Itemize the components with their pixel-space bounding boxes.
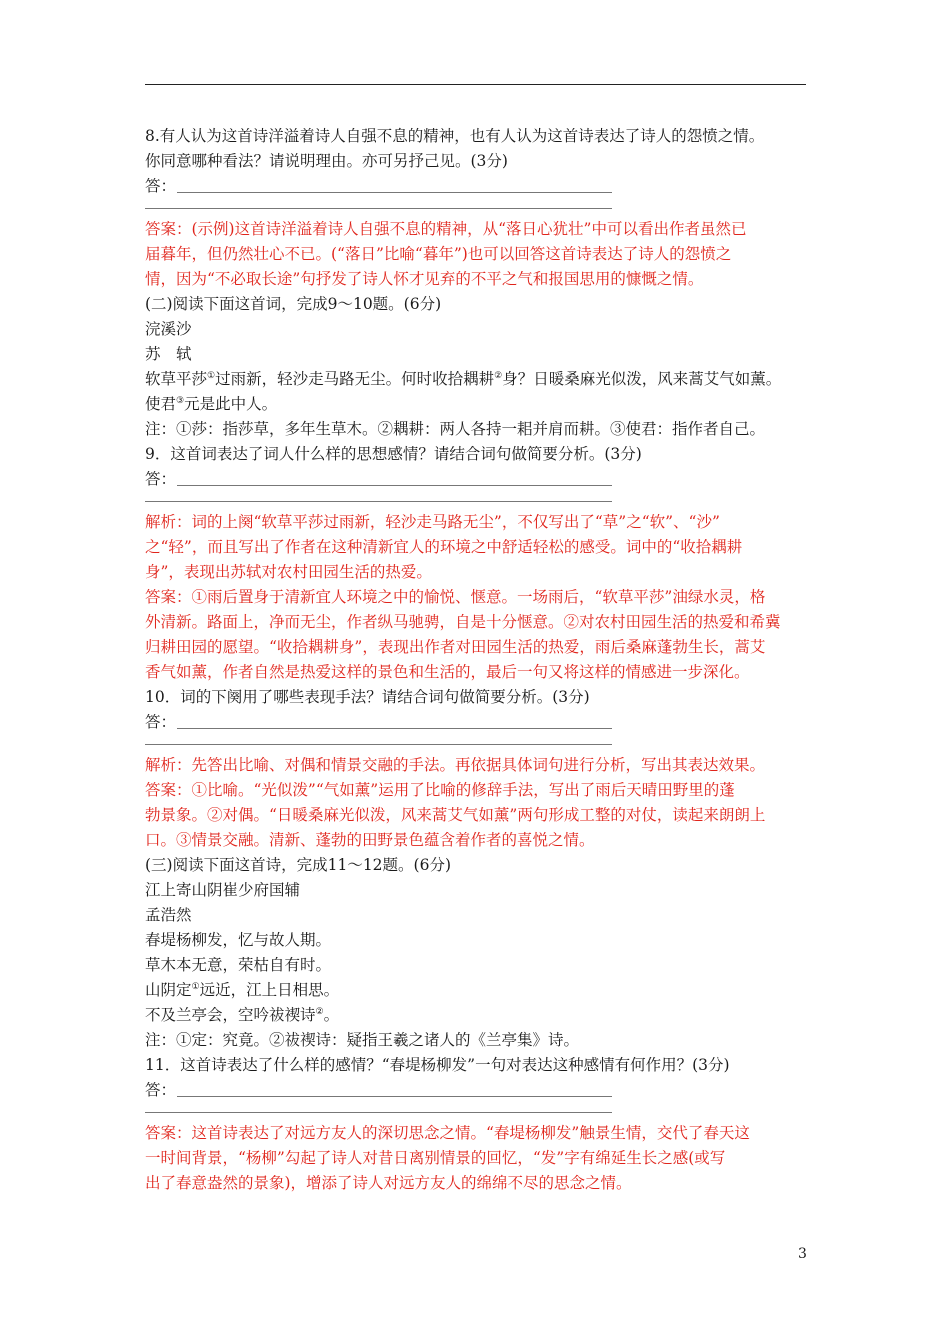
answer-label: 答： <box>145 470 177 488</box>
q9-answer-line-1: 答案：①雨后置身于清新宜人环境之中的愉悦、惬意。一场雨后，“软草平莎”油绿水灵，格 <box>145 588 766 606</box>
poem-title: 浣溪沙 <box>145 320 192 338</box>
answer-blank <box>145 1078 807 1103</box>
q10-answer-line-2: 勃景象。②对偶。“日暖桑麻光似泼，风来蒿艾气如薰”两句形成工整的对仗，读起来朗朗上 <box>145 806 766 824</box>
q10-question: 10．词的下阕用了哪些表现手法？请结合词句做简要分析。(3分) <box>145 688 590 706</box>
q8-answer-line-2: 届暮年，但仍然壮心不已。(“落日”比喻“暮年”)也可以回答这首诗表达了诗人的怨愤之 <box>145 245 732 263</box>
note-mark: ③ <box>176 395 185 406</box>
q8-line-1: 8.有人认为这首诗洋溢着诗人自强不息的精神，也有人认为这首诗表达了诗人的怨愤之情。 <box>145 127 765 145</box>
note-mark: ② <box>315 1006 324 1017</box>
answer-blank <box>145 467 807 492</box>
answer-label: 答： <box>145 713 177 731</box>
answer-blank <box>145 710 807 735</box>
q9-answer-line-4: 香气如薰，作者自然是热爱这样的景色和生活的，最后一句又将这样的情感进一步深化。 <box>145 663 750 681</box>
answer-rule <box>145 199 807 217</box>
poem-author: 苏 轼 <box>145 345 192 363</box>
poem2-author: 孟浩然 <box>145 906 192 924</box>
answer-label: 答： <box>145 177 177 195</box>
answer-blank-line <box>177 1096 612 1097</box>
q8-answer-line-1: 答案：(示例)这首诗洋溢着诗人自强不息的精神，从“落日心犹壮”中可以看出作者虽然已 <box>145 220 747 238</box>
poem2-line-4: 不及兰亭会，空吟祓禊诗②。 <box>145 1006 340 1024</box>
section3-intro: (三)阅读下面这首诗，完成11～12题。(6分) <box>145 856 451 874</box>
q11-answer-line-2: 一时间背景，“杨柳”勾起了诗人对昔日离别情景的回忆，“发”字有绵延生长之感(或写 <box>145 1149 726 1167</box>
poem2-line-3: 山阴定①远近，江上日相思。 <box>145 981 340 999</box>
note-mark: ② <box>494 370 503 381</box>
q8-line-2: 你同意哪种看法？请说明理由。亦可另抒己见。(3分) <box>145 152 508 170</box>
poem2-note: 注：①定：究竟。②祓禊诗：疑指王羲之诸人的《兰亭集》诗。 <box>145 1031 580 1049</box>
page-number: 3 <box>798 1246 807 1262</box>
poem2-line-1: 春堤杨柳发，忆与故人期。 <box>145 931 332 949</box>
q10-answer-line-3: 口。③情景交融。清新、蓬勃的田野景色蕴含着作者的喜悦之情。 <box>145 831 595 849</box>
answer-blank-line <box>177 485 612 486</box>
page-content <box>145 124 807 1196</box>
q11-answer-line-3: 出了春意盎然的景象)，增添了诗人对远方友人的绵绵不尽的思念之情。 <box>145 1174 632 1192</box>
poem-line-2: 使君③元是此中人。 <box>145 395 278 413</box>
answer-blank-line <box>177 728 612 729</box>
q9-answer-line-2: 外清新。路面上，净而无尘，作者纵马驰骋，自是十分惬意。②对农村田园生活的热爱和希冀 <box>145 613 781 631</box>
q11-answer-line-1: 答案：这首诗表达了对远方友人的深切思念之情。“春堤杨柳发”触景生情，交代了春天这 <box>145 1124 750 1142</box>
q9-question: 9．这首词表达了词人什么样的思想感情？请结合词句做简要分析。(3分) <box>145 445 642 463</box>
q10-analysis-line-1: 解析：先答出比喻、对偶和情景交融的手法。再依据具体词句进行分析，写出其表达效果。 <box>145 756 766 774</box>
poem-note: 注：①莎：指莎草，多年生草木。②耦耕：两人各持一耜并肩而耕。③使君：指作者自己。 <box>145 420 766 438</box>
section2-intro: (二)阅读下面这首词，完成9～10题。(6分) <box>145 295 442 313</box>
q9-analysis-line-3: 身”，表现出苏轼对农村田园生活的热爱。 <box>145 563 432 581</box>
answer-blank <box>145 174 807 199</box>
poem2-line-2: 草木本无意，荣枯自有时。 <box>145 956 332 974</box>
q9-analysis-line-1: 解析：词的上阕“软草平莎过雨新，轻沙走马路无尘”，不仅写出了“草”之“软”、“沙” <box>145 513 720 531</box>
answer-blank-line <box>177 192 612 193</box>
q8-answer-line-3: 情，因为“不必取长途”句抒发了诗人怀才见弃的不平之气和报国思用的慷慨之情。 <box>145 270 704 288</box>
header-rule <box>145 84 806 85</box>
answer-rule <box>145 1103 807 1121</box>
note-mark: ① <box>191 981 200 992</box>
q9-answer-line-3: 归耕田园的愿望。“收拾耦耕身”，表现出作者对田园生活的热爱，雨后桑麻蓬勃生长，蒿艾 <box>145 638 766 656</box>
answer-rule <box>145 735 807 753</box>
poem2-title: 江上寄山阴崔少府国辅 <box>145 881 301 899</box>
q11-question: 11．这首诗表达了什么样的感情？“春堤杨柳发”一句对表达这种感情有何作用？(3分) <box>145 1056 730 1074</box>
poem-line-1: 软草平莎①过雨新，轻沙走马路无尘。何时收拾耦耕②身？日暖桑麻光似泼，风来蒿艾气如薰。 <box>145 370 782 388</box>
q9-analysis-line-2: 之“轻”，而且写出了作者在这种清新宜人的环境之中舒适轻松的感受。词中的“收拾耦耕 <box>145 538 743 556</box>
q10-answer-line-1: 答案：①比喻。“光似泼”“气如薰”运用了比喻的修辞手法，写出了雨后天晴田野里的蓬 <box>145 781 735 799</box>
answer-rule <box>145 492 807 510</box>
answer-label: 答： <box>145 1081 177 1099</box>
note-mark: ① <box>207 370 216 381</box>
